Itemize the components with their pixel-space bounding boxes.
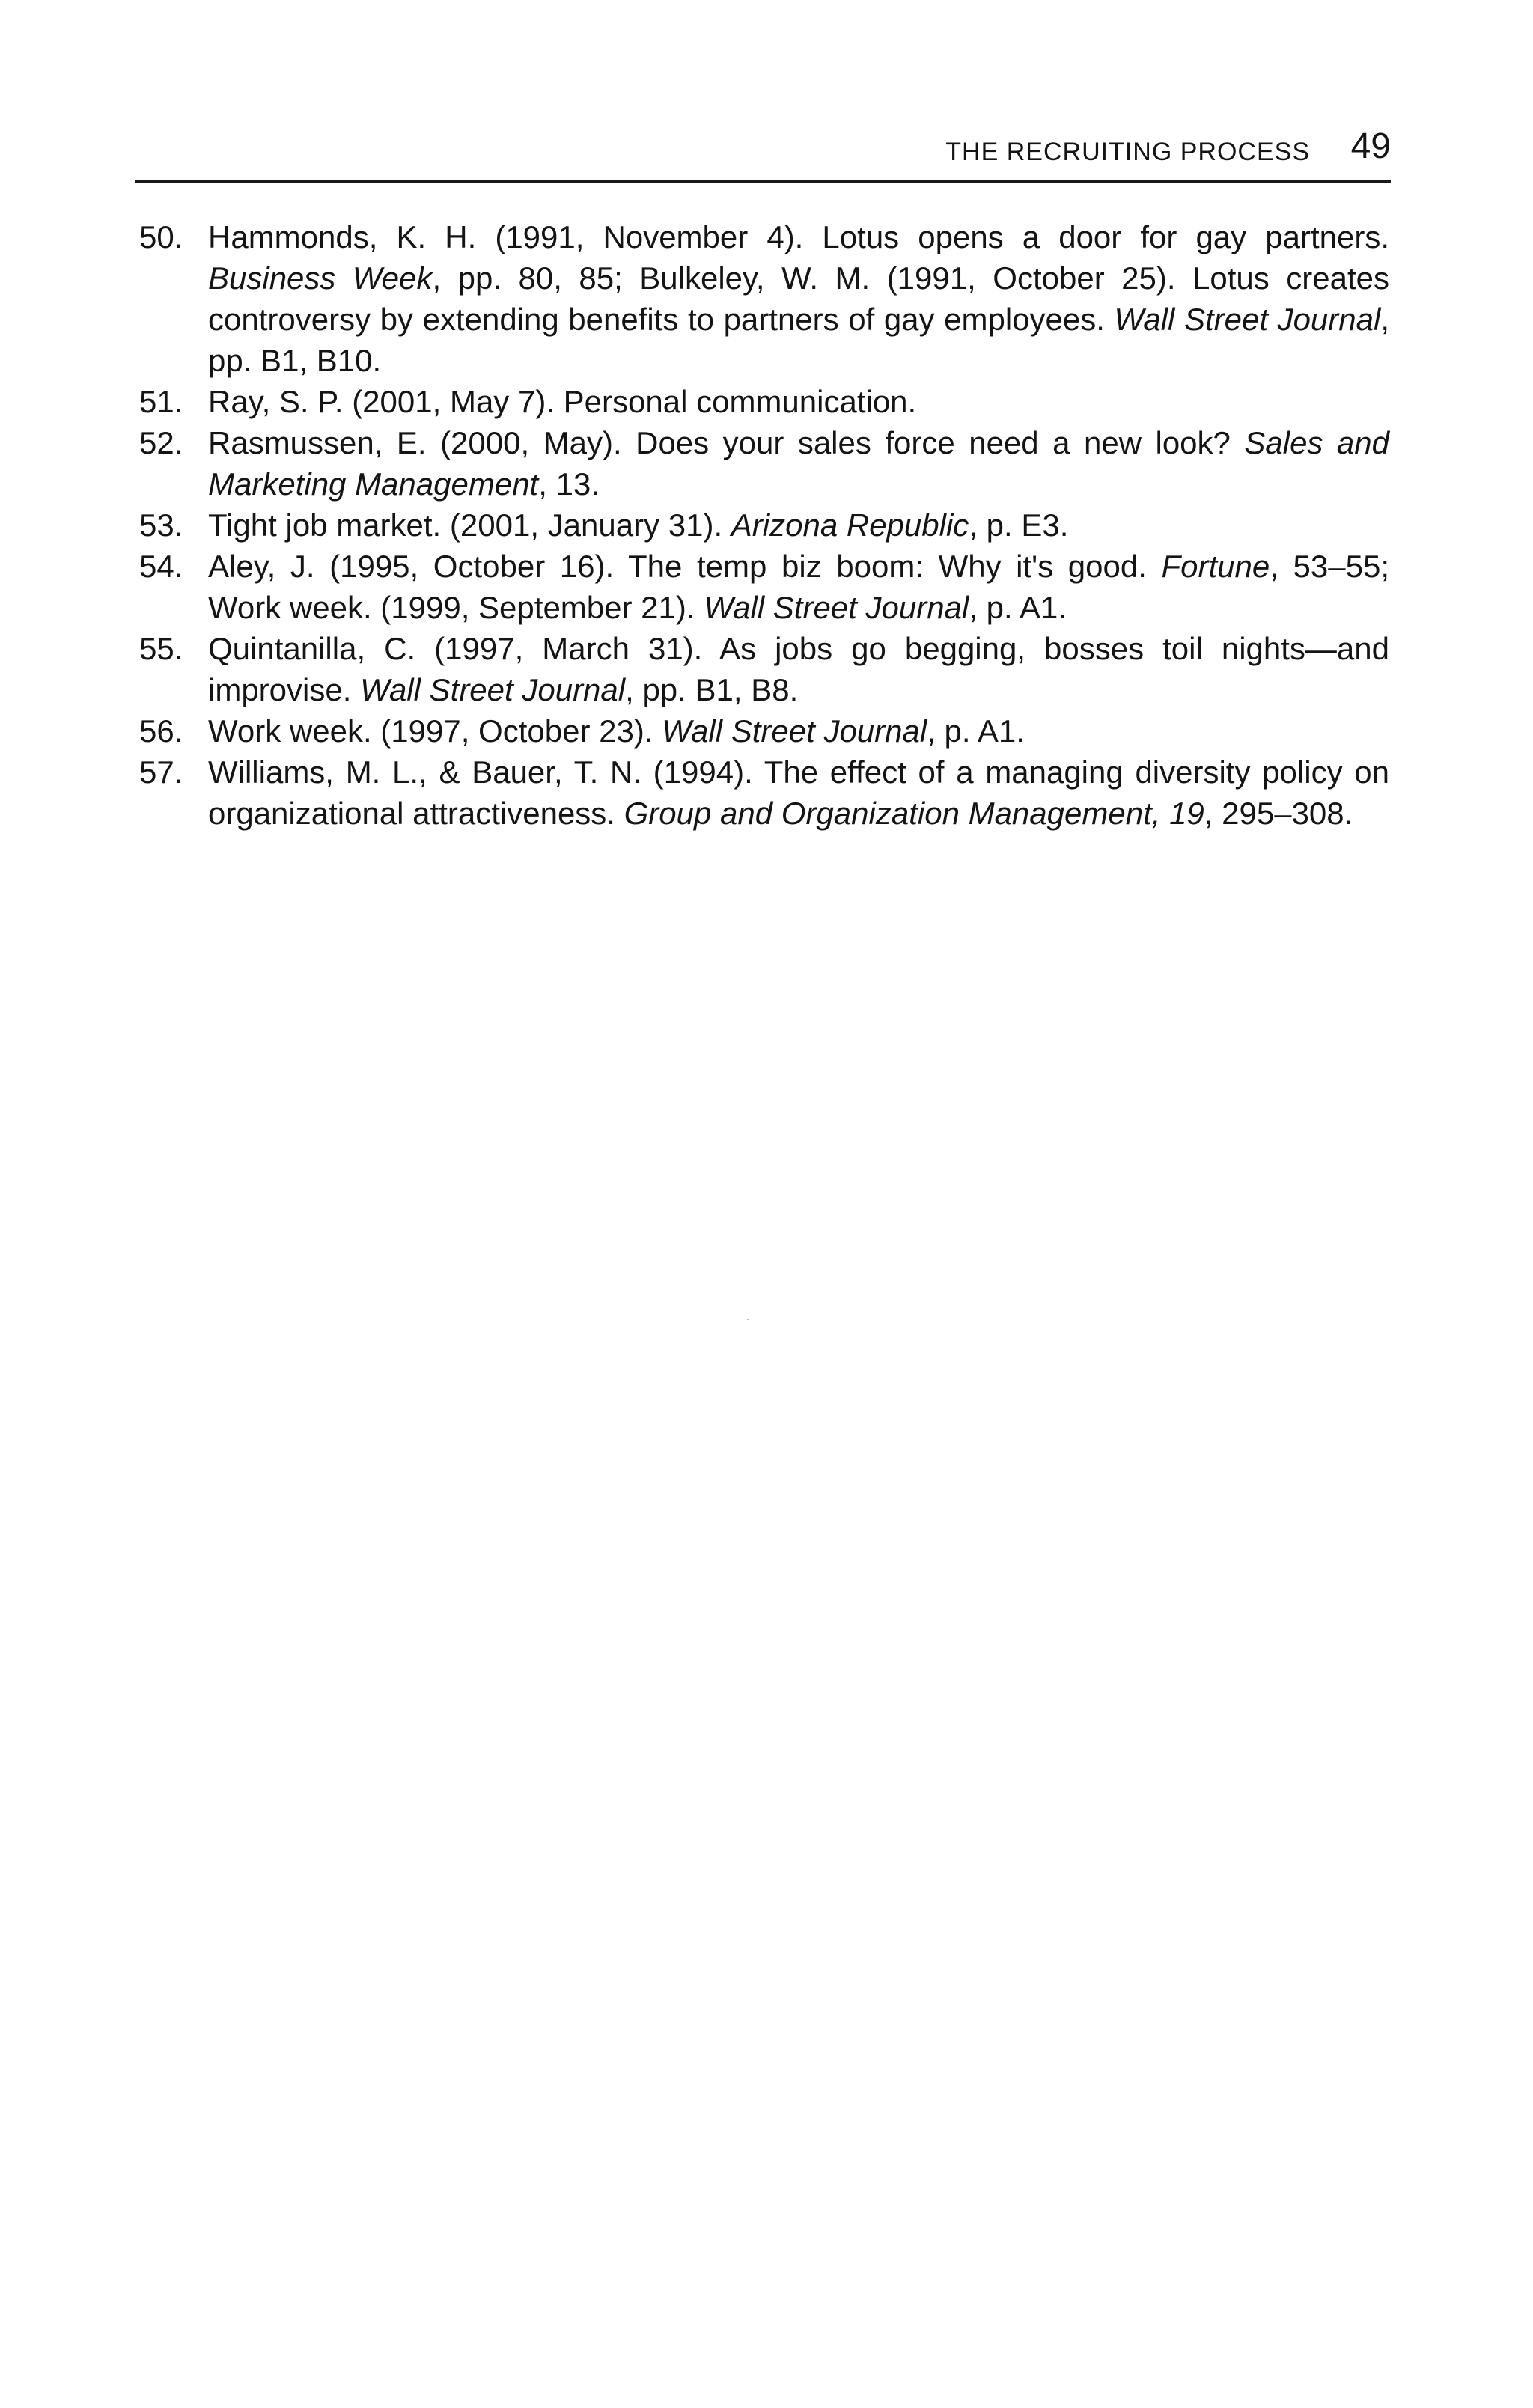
- header-rule: [135, 180, 1391, 183]
- reference-text-segment: , pp. B1, B10.: [208, 302, 1389, 378]
- reference-text: [208, 507, 1068, 543]
- reference-text-segment: Tight job market. (2001, January 31).: [208, 507, 731, 543]
- reference-number: 51.: [139, 384, 183, 419]
- reference-number: 57.: [139, 755, 183, 790]
- reference-number: 56.: [139, 713, 183, 749]
- reference-text-segment: , 53–55; Work week. (1999, September 21).: [208, 549, 1389, 625]
- reference-text-segment: , 13.: [538, 466, 600, 502]
- reference-text-segment: Williams, M. L., & Bauer, T. N. (1994). The effect of a managing diversity policy on organizational attractiveness.: [208, 755, 1389, 831]
- reference-entry: [139, 505, 1389, 546]
- reference-source-title: Wall Street Journal: [662, 713, 927, 749]
- reference-source-title: Wall Street Journal: [704, 590, 969, 625]
- reference-number: 50.: [139, 219, 183, 254]
- reference-source-title: Arizona Republic: [731, 507, 969, 543]
- reference-source-title: Wall Street Journal: [1114, 302, 1381, 337]
- reference-text-segment: , p. E3.: [969, 507, 1069, 543]
- reference-text-segment: Aley, J. (1995, October 16). The temp biz boom: Why it's good.: [208, 549, 1162, 584]
- reference-text-segment: , 295–308.: [1204, 796, 1353, 831]
- reference-text-segment: , p. A1.: [969, 590, 1067, 625]
- reference-source-title: Group and Organization Management, 19: [624, 796, 1204, 831]
- reference-number: 53.: [139, 507, 183, 543]
- page-number: 49: [1350, 127, 1391, 166]
- reference-entry: [139, 546, 1389, 628]
- reference-text: [208, 713, 1025, 749]
- running-title: THE RECRUITING PROCESS: [945, 138, 1310, 166]
- reference-entry: [139, 381, 1389, 422]
- reference-text: [208, 384, 916, 419]
- reference-text-segment: Work week. (1997, October 23).: [208, 713, 662, 749]
- reference-text-segment: Hammonds, K. H. (1991, November 4). Lotus opens a door for gay partners.: [208, 219, 1389, 254]
- reference-text: [208, 219, 1389, 378]
- reference-text-segment: , pp. B1, B8.: [625, 672, 799, 707]
- reference-list: [139, 216, 1389, 834]
- reference-number: 55.: [139, 631, 183, 666]
- reference-text: [208, 425, 1389, 502]
- reference-text-segment: Quintanilla, C. (1997, March 31). As jobs go begging, bosses toil nights—and improvise.: [208, 631, 1389, 707]
- reference-source-title: Wall Street Journal: [360, 672, 626, 707]
- reference-entry: [139, 752, 1389, 834]
- running-head: [135, 126, 1391, 186]
- scan-speck: [747, 1319, 749, 1320]
- reference-text-segment: Rasmussen, E. (2000, May). Does your sales force need a new look?: [208, 425, 1245, 460]
- reference-text: [208, 631, 1389, 707]
- reference-entry: [139, 710, 1389, 752]
- reference-source-title: Business Week: [208, 260, 433, 296]
- reference-entry: [139, 216, 1389, 381]
- reference-number: 54.: [139, 549, 183, 584]
- reference-text: [208, 549, 1389, 625]
- reference-text-segment: , pp. 80, 85; Bulkeley, W. M. (1991, October 25). Lotus creates controversy by extending benefits to partners of gay employees.: [208, 260, 1389, 337]
- reference-text-segment: Ray, S. P. (2001, May 7). Personal communication.: [208, 384, 917, 419]
- reference-text: [208, 755, 1389, 831]
- reference-source-title: Sales and Marketing Management: [208, 425, 1389, 502]
- reference-source-title: Fortune: [1161, 549, 1270, 584]
- reference-entry: [139, 422, 1389, 505]
- reference-entry: [139, 628, 1389, 710]
- reference-text-segment: , p. A1.: [927, 713, 1025, 749]
- reference-number: 52.: [139, 425, 183, 460]
